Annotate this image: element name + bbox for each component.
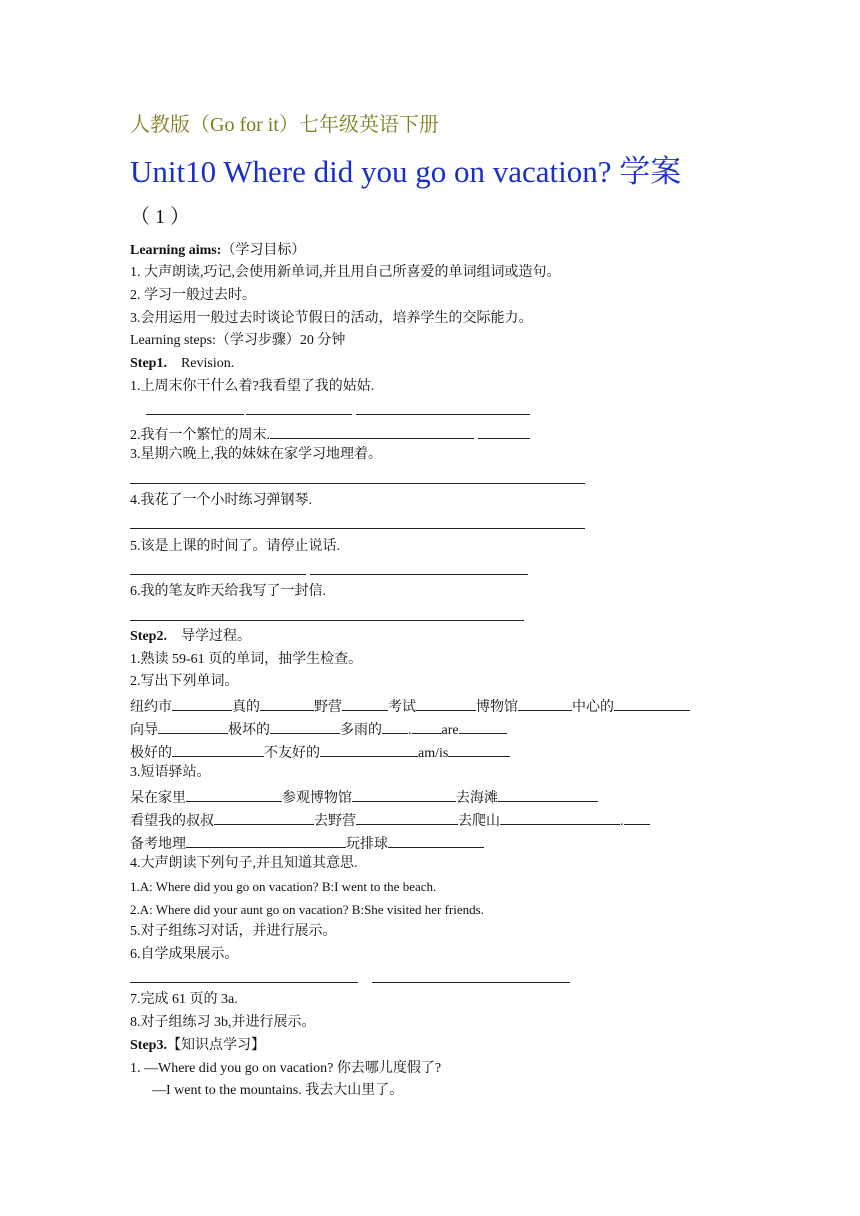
word-prompt: 真的 (232, 700, 260, 715)
word-prompt: are (441, 723, 459, 738)
step3-heading (130, 1037, 265, 1055)
word-prompt: 中心的 (572, 700, 614, 715)
step1-title: Revision. (180, 356, 235, 371)
sentence: 2.A: Where did your aunt go on vacation? B:She visited her friends. (130, 902, 484, 917)
step1-heading (130, 355, 234, 373)
answer-blank[interactable] (624, 810, 650, 825)
answer-blank[interactable] (130, 620, 524, 621)
answer-blank[interactable] (342, 696, 388, 711)
answer-blank[interactable] (172, 742, 264, 757)
document-title: Unit10 Where did you go on vacation? 学案 (130, 154, 682, 189)
answer-blank[interactable] (320, 742, 418, 757)
answer-blank[interactable] (498, 787, 598, 802)
answer-blank[interactable] (246, 414, 352, 415)
answer-blank[interactable] (270, 719, 340, 734)
answer-blank[interactable] (382, 719, 408, 734)
knowledge-line: —I went to the mountains. 我去大山里了。 (152, 1083, 404, 1098)
phrase-prompt: 去爬山 (458, 814, 500, 829)
phrase-prompt: 玩排球 (346, 837, 388, 852)
aim-item: 2. 学习一般过去时。 (130, 288, 256, 303)
word-prompt: 考试 (388, 700, 416, 715)
word-row (130, 742, 510, 763)
word-prompt: 向导 (130, 723, 158, 738)
word-prompt: 博物馆 (476, 700, 518, 715)
answer-blank[interactable] (214, 810, 314, 825)
word-prompt: 多雨的 (340, 723, 382, 738)
answer-blank[interactable] (130, 982, 358, 983)
answer-blank[interactable] (310, 574, 528, 575)
step2-item: 4.大声朗读下列句子,并且知道其意思. (130, 856, 358, 871)
step1-question: 2.我有一个繁忙的周末. (130, 428, 270, 443)
step2-item: 6.自学成果展示。 (130, 947, 239, 962)
step1-question-row (130, 424, 530, 445)
answer-blank[interactable] (416, 696, 476, 711)
answer-blank[interactable] (172, 696, 232, 711)
answer-blank[interactable] (448, 742, 510, 757)
word-prompt: 野营 (314, 700, 342, 715)
step2-title: 导学过程。 (180, 629, 251, 644)
step2-item: 1.熟读 59-61 页的单词，抽学生检查。 (130, 652, 363, 667)
aims-heading (130, 242, 305, 260)
answer-blank[interactable] (356, 414, 530, 415)
step1-label: Step1. (130, 356, 167, 371)
learning-steps-line: Learning steps:（学习步骤）20 分钟 (130, 333, 346, 348)
phrase-prompt: 去海滩 (456, 791, 498, 806)
phrase-prompt: 呆在家里 (130, 791, 186, 806)
word-prompt: 极坏的 (228, 723, 270, 738)
phrase-prompt: 备考地理 (130, 837, 186, 852)
phrase-prompt: 看望我的叔叔 (130, 814, 214, 829)
answer-blank[interactable] (356, 810, 458, 825)
answer-blank[interactable] (518, 696, 572, 711)
answer-blank[interactable] (352, 787, 456, 802)
answer-blank[interactable] (500, 810, 620, 825)
answer-blank[interactable] (260, 696, 314, 711)
phrase-row: 看望我的叔叔 去野营 去爬山 . (130, 810, 650, 831)
step3-title: 【知识点学习】 (166, 1038, 265, 1053)
word-prompt: 极好的 (130, 746, 172, 761)
document-number: （ 1 ） (130, 206, 190, 228)
step3-label: Step3. (130, 1038, 167, 1053)
word-prompt: 纽约市 (130, 700, 172, 715)
step1-question: 6.我的笔友昨天给我写了一封信. (130, 584, 326, 599)
step2-heading (130, 628, 251, 646)
answer-blank[interactable] (130, 574, 306, 575)
step2-label: Step2. (130, 629, 167, 644)
phrase-row (130, 833, 484, 854)
phrase-row (130, 787, 598, 808)
answer-blank[interactable] (412, 719, 442, 734)
aims-label-cn: （学习目标） (221, 243, 306, 258)
answer-blank[interactable] (614, 696, 690, 711)
step2-item: 8.对子组练习 3b,并进行展示。 (130, 1015, 316, 1030)
answer-blank[interactable] (372, 982, 570, 983)
word-prompt: am/is (418, 746, 449, 761)
step1-question: 1.上周末你干什么着?我看望了我的姑姑. (130, 379, 375, 394)
answer-blank[interactable] (270, 424, 474, 439)
knowledge-line: 1. —Where did you go on vacation? 你去哪儿度假了? (130, 1061, 442, 1076)
answer-blank[interactable] (186, 787, 282, 802)
aim-item: 3.会用运用一般过去时谈论节假日的活动，培养学生的交际能力。 (130, 311, 533, 326)
step2-item: 2.写出下列单词。 (130, 674, 239, 689)
word-row (130, 696, 690, 717)
answer-blank[interactable] (459, 719, 507, 734)
answer-blank[interactable] (158, 719, 228, 734)
step1-question: 3.星期六晚上,我的妹妹在家学习地理着。 (130, 447, 382, 462)
document-subtitle: 人教版（Go for it）七年级英语下册 (130, 114, 439, 136)
phrase-prompt: 去野营 (314, 814, 356, 829)
step2-item: 3.短语驿站。 (130, 765, 211, 780)
word-prompt: 不友好的 (264, 746, 320, 761)
answer-blank[interactable] (130, 528, 585, 529)
step1-question: 5.该是上课的时间了。请停止说话. (130, 539, 340, 554)
answer-blank[interactable] (186, 833, 346, 848)
phrase-prompt: 参观博物馆 (282, 791, 352, 806)
aims-label: Learning aims: (130, 243, 222, 258)
answer-blank[interactable] (146, 414, 244, 415)
word-row: 向导 极坏的 多雨的 . are (130, 719, 507, 740)
sentence: 1.A: Where did you go on vacation? B:I went to the beach. (130, 879, 437, 894)
answer-blank[interactable] (388, 833, 484, 848)
answer-blank[interactable] (478, 424, 530, 439)
step1-question: 4.我花了一个小时练习弹钢琴. (130, 493, 312, 508)
answer-blank[interactable] (130, 483, 585, 484)
step2-item: 7.完成 61 页的 3a. (130, 992, 238, 1007)
aim-item: 1. 大声朗读,巧记,会使用新单词,并且用自己所喜爱的单词组词或造句。 (130, 265, 561, 280)
step2-item: 5.对子组练习对话，并进行展示。 (130, 924, 337, 939)
